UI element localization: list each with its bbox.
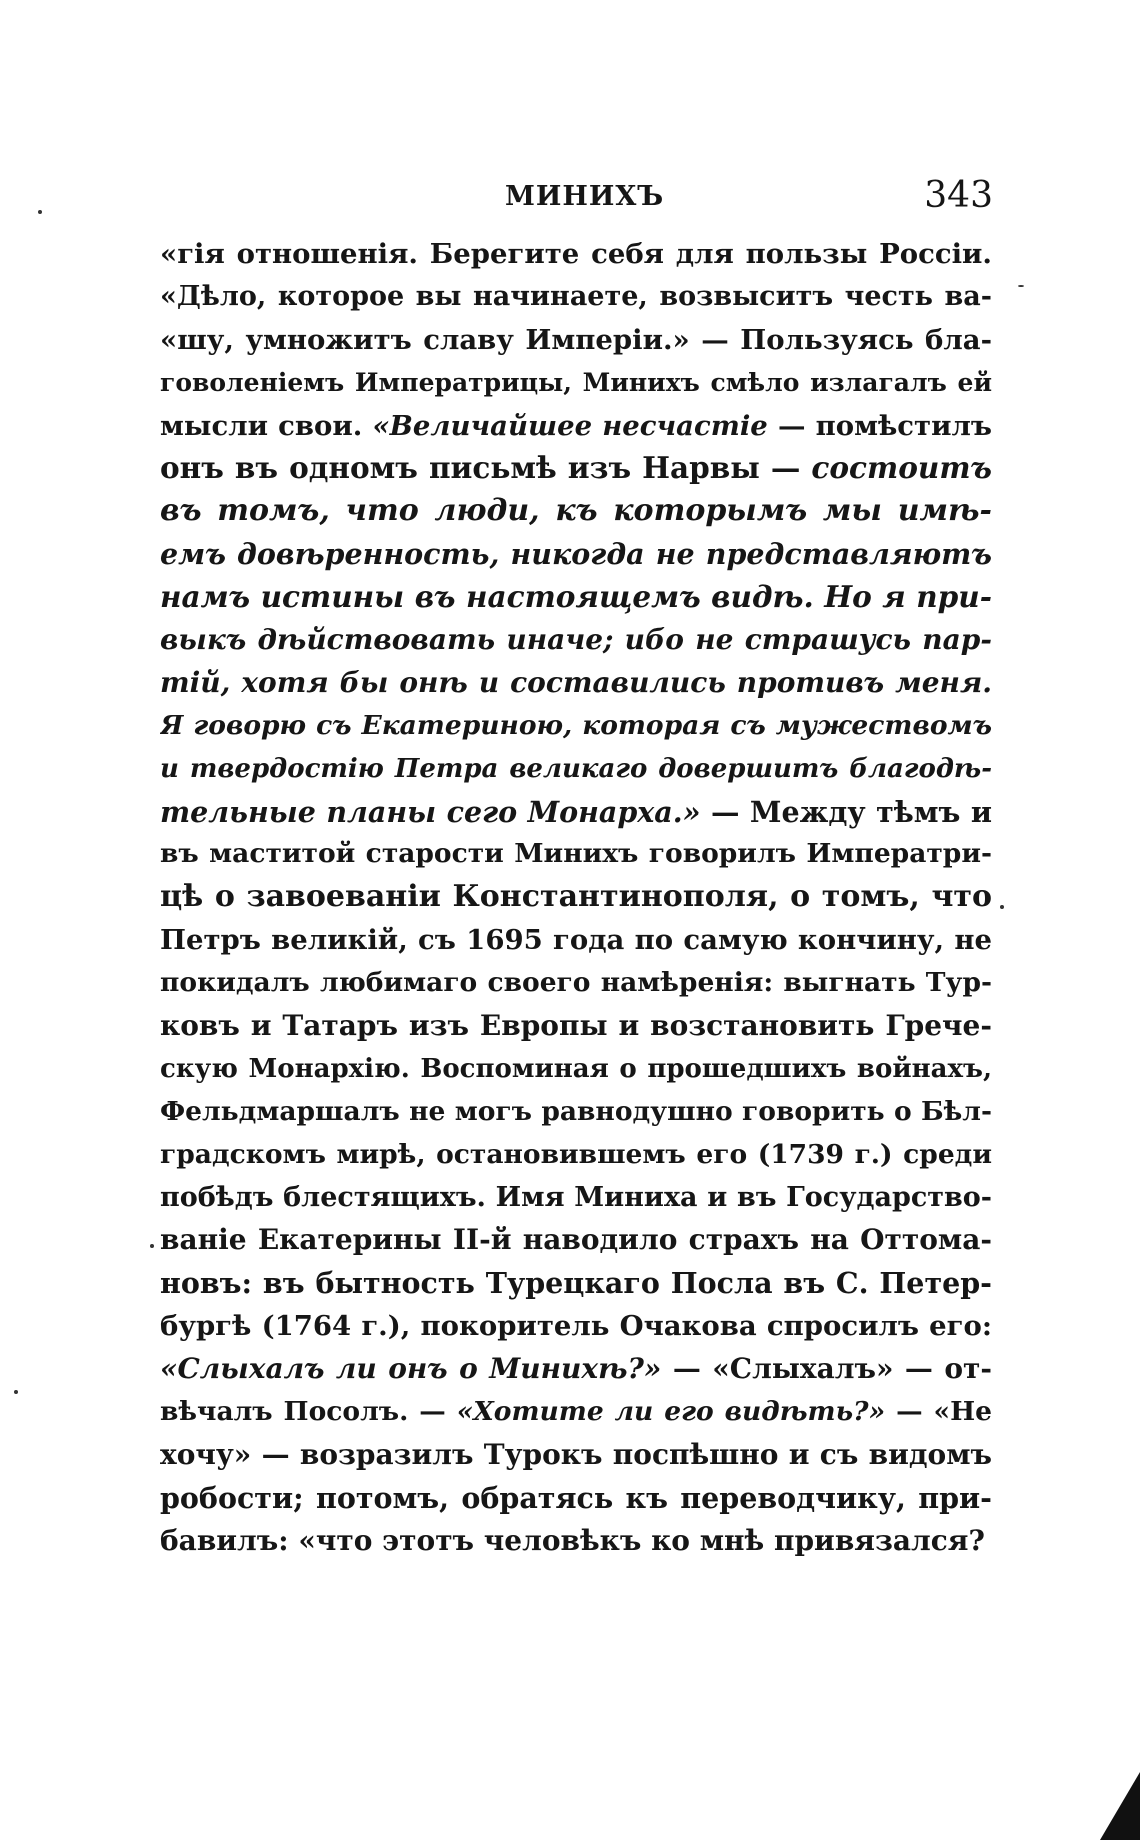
italic-text-segment: «Хотите ли его видѣть?» xyxy=(456,1396,886,1428)
scan-corner-mark xyxy=(1100,1772,1140,1840)
body-text xyxy=(160,233,992,1563)
text-segment: бавилъ: «что этотъ человѣкъ ко мнѣ привязался? xyxy=(160,1523,985,1557)
text-line xyxy=(160,533,992,576)
text-segment: «Дѣло, которое вы начинаете, возвыситъ честь ва- xyxy=(160,280,992,312)
text-line xyxy=(160,447,992,490)
scan-speck xyxy=(1018,285,1024,287)
text-line xyxy=(160,405,992,448)
text-line xyxy=(160,876,992,919)
text-segment: побѣдъ блестящихъ. Имя Миниха и въ Государство- xyxy=(160,1181,992,1213)
text-segment: скую Монархію. Воспоминая о прошедшихъ войнахъ, xyxy=(160,1053,992,1084)
text-line xyxy=(160,748,992,791)
text-line xyxy=(160,1177,992,1220)
text-line xyxy=(160,1134,992,1177)
text-line xyxy=(160,1391,992,1434)
text-line xyxy=(160,1434,992,1477)
text-segment: градскомъ мирѣ, остановившемъ его (1739 г.) среди xyxy=(160,1138,992,1170)
italic-text-segment: тельные планы сего Монарха.» xyxy=(160,794,701,829)
text-line xyxy=(160,1048,992,1091)
text-line xyxy=(160,662,992,705)
text-segment: — помѣстилъ xyxy=(767,409,992,442)
scan-speck xyxy=(150,1244,154,1248)
italic-text-segment: въ томъ, что люди, къ которымъ мы имѣ- xyxy=(160,493,992,529)
text-segment: ваніе Екатерины II-й наводило страхъ на Оттома- xyxy=(160,1223,992,1257)
italic-text-segment: выкъ дѣйствовать иначе; ибо не страшусь пар- xyxy=(160,623,992,657)
text-line xyxy=(160,1305,992,1348)
text-line xyxy=(160,919,992,962)
text-segment: говоленіемъ Императрицы, Минихъ смѣло излагалъ ей xyxy=(160,367,992,397)
italic-text-segment: и твердостію Петра великаго довершитъ благодѣ- xyxy=(160,753,992,784)
italic-text-segment: тій, хотя бы онѣ и составились противъ меня. xyxy=(160,665,992,699)
text-line xyxy=(160,1477,992,1520)
text-line xyxy=(160,576,992,619)
page-header xyxy=(505,175,993,223)
text-segment: въ маститой старости Минихъ говорилъ Императри- xyxy=(160,838,992,870)
text-segment: «шу, умножитъ славу Имперіи.» — Пользуясь бла- xyxy=(160,323,992,356)
italic-text-segment: намъ истины въ настоящемъ видѣ. Но я при- xyxy=(160,579,992,615)
text-segment: Фельдмаршалъ не могъ равнодушно говорить о Бѣл- xyxy=(160,1095,992,1127)
text-line xyxy=(160,276,992,319)
italic-text-segment: состоитъ xyxy=(811,450,992,486)
text-segment: ковъ и Татаръ изъ Европы и возстановить Грече- xyxy=(160,1009,992,1043)
text-segment: онъ въ одномъ письмѣ изъ Нарвы — xyxy=(160,450,812,486)
text-line xyxy=(160,233,992,276)
text-line xyxy=(160,962,992,1005)
italic-text-segment: «Величайшее несчастіе xyxy=(372,409,768,442)
text-line xyxy=(160,362,992,405)
text-line xyxy=(160,319,992,362)
text-line xyxy=(160,490,992,533)
text-line xyxy=(160,1219,992,1262)
page-number: 343 xyxy=(924,175,993,216)
text-segment: — «Слыхалъ» — от- xyxy=(661,1352,992,1386)
text-line xyxy=(160,833,992,876)
text-segment: бургѣ (1764 г.), покоритель Очакова спросилъ его: xyxy=(160,1310,992,1343)
text-segment: цѣ о завоеваніи Константинополя, о томъ, что xyxy=(160,879,992,915)
text-segment: покидалъ любимаго своего намѣренія: выгнать Тур- xyxy=(160,967,992,999)
italic-text-segment: «Слыхалъ ли онъ о Минихѣ?» xyxy=(160,1352,662,1386)
text-segment: Петръ великій, съ 1695 года по самую кончину, не xyxy=(160,924,992,957)
text-line xyxy=(160,791,992,834)
text-segment: новъ: въ бытность Турецкаго Посла въ С. Петер- xyxy=(160,1266,992,1301)
scan-speck xyxy=(1000,905,1004,909)
text-line xyxy=(160,705,992,748)
text-segment: хочу» — возразилъ Турокъ поспѣшно и съ видомъ xyxy=(160,1437,992,1471)
text-line xyxy=(160,1262,992,1305)
text-line xyxy=(160,619,992,662)
text-segment: мысли свои. xyxy=(160,409,373,442)
text-line xyxy=(160,1520,992,1563)
text-segment: — Между тѣмъ и xyxy=(700,794,992,829)
scan-speck xyxy=(14,1390,18,1394)
scan-speck xyxy=(38,210,42,214)
text-segment: — «Не xyxy=(885,1396,992,1428)
running-head: МИНИХЪ xyxy=(505,181,665,212)
text-segment: «гія отношенія. Берегите себя для пользы Россіи. xyxy=(160,238,992,270)
text-line xyxy=(160,1348,992,1391)
text-segment: робости; потомъ, обратясь къ переводчику, при- xyxy=(160,1480,992,1515)
text-segment: вѣчалъ Посолъ. — xyxy=(160,1396,457,1428)
text-line xyxy=(160,1005,992,1048)
text-line xyxy=(160,1091,992,1134)
italic-text-segment: Я говорю съ Екатериною, которая съ мужествомъ xyxy=(160,709,992,741)
italic-text-segment: емъ довѣренность, никогда не представляютъ xyxy=(160,537,992,572)
